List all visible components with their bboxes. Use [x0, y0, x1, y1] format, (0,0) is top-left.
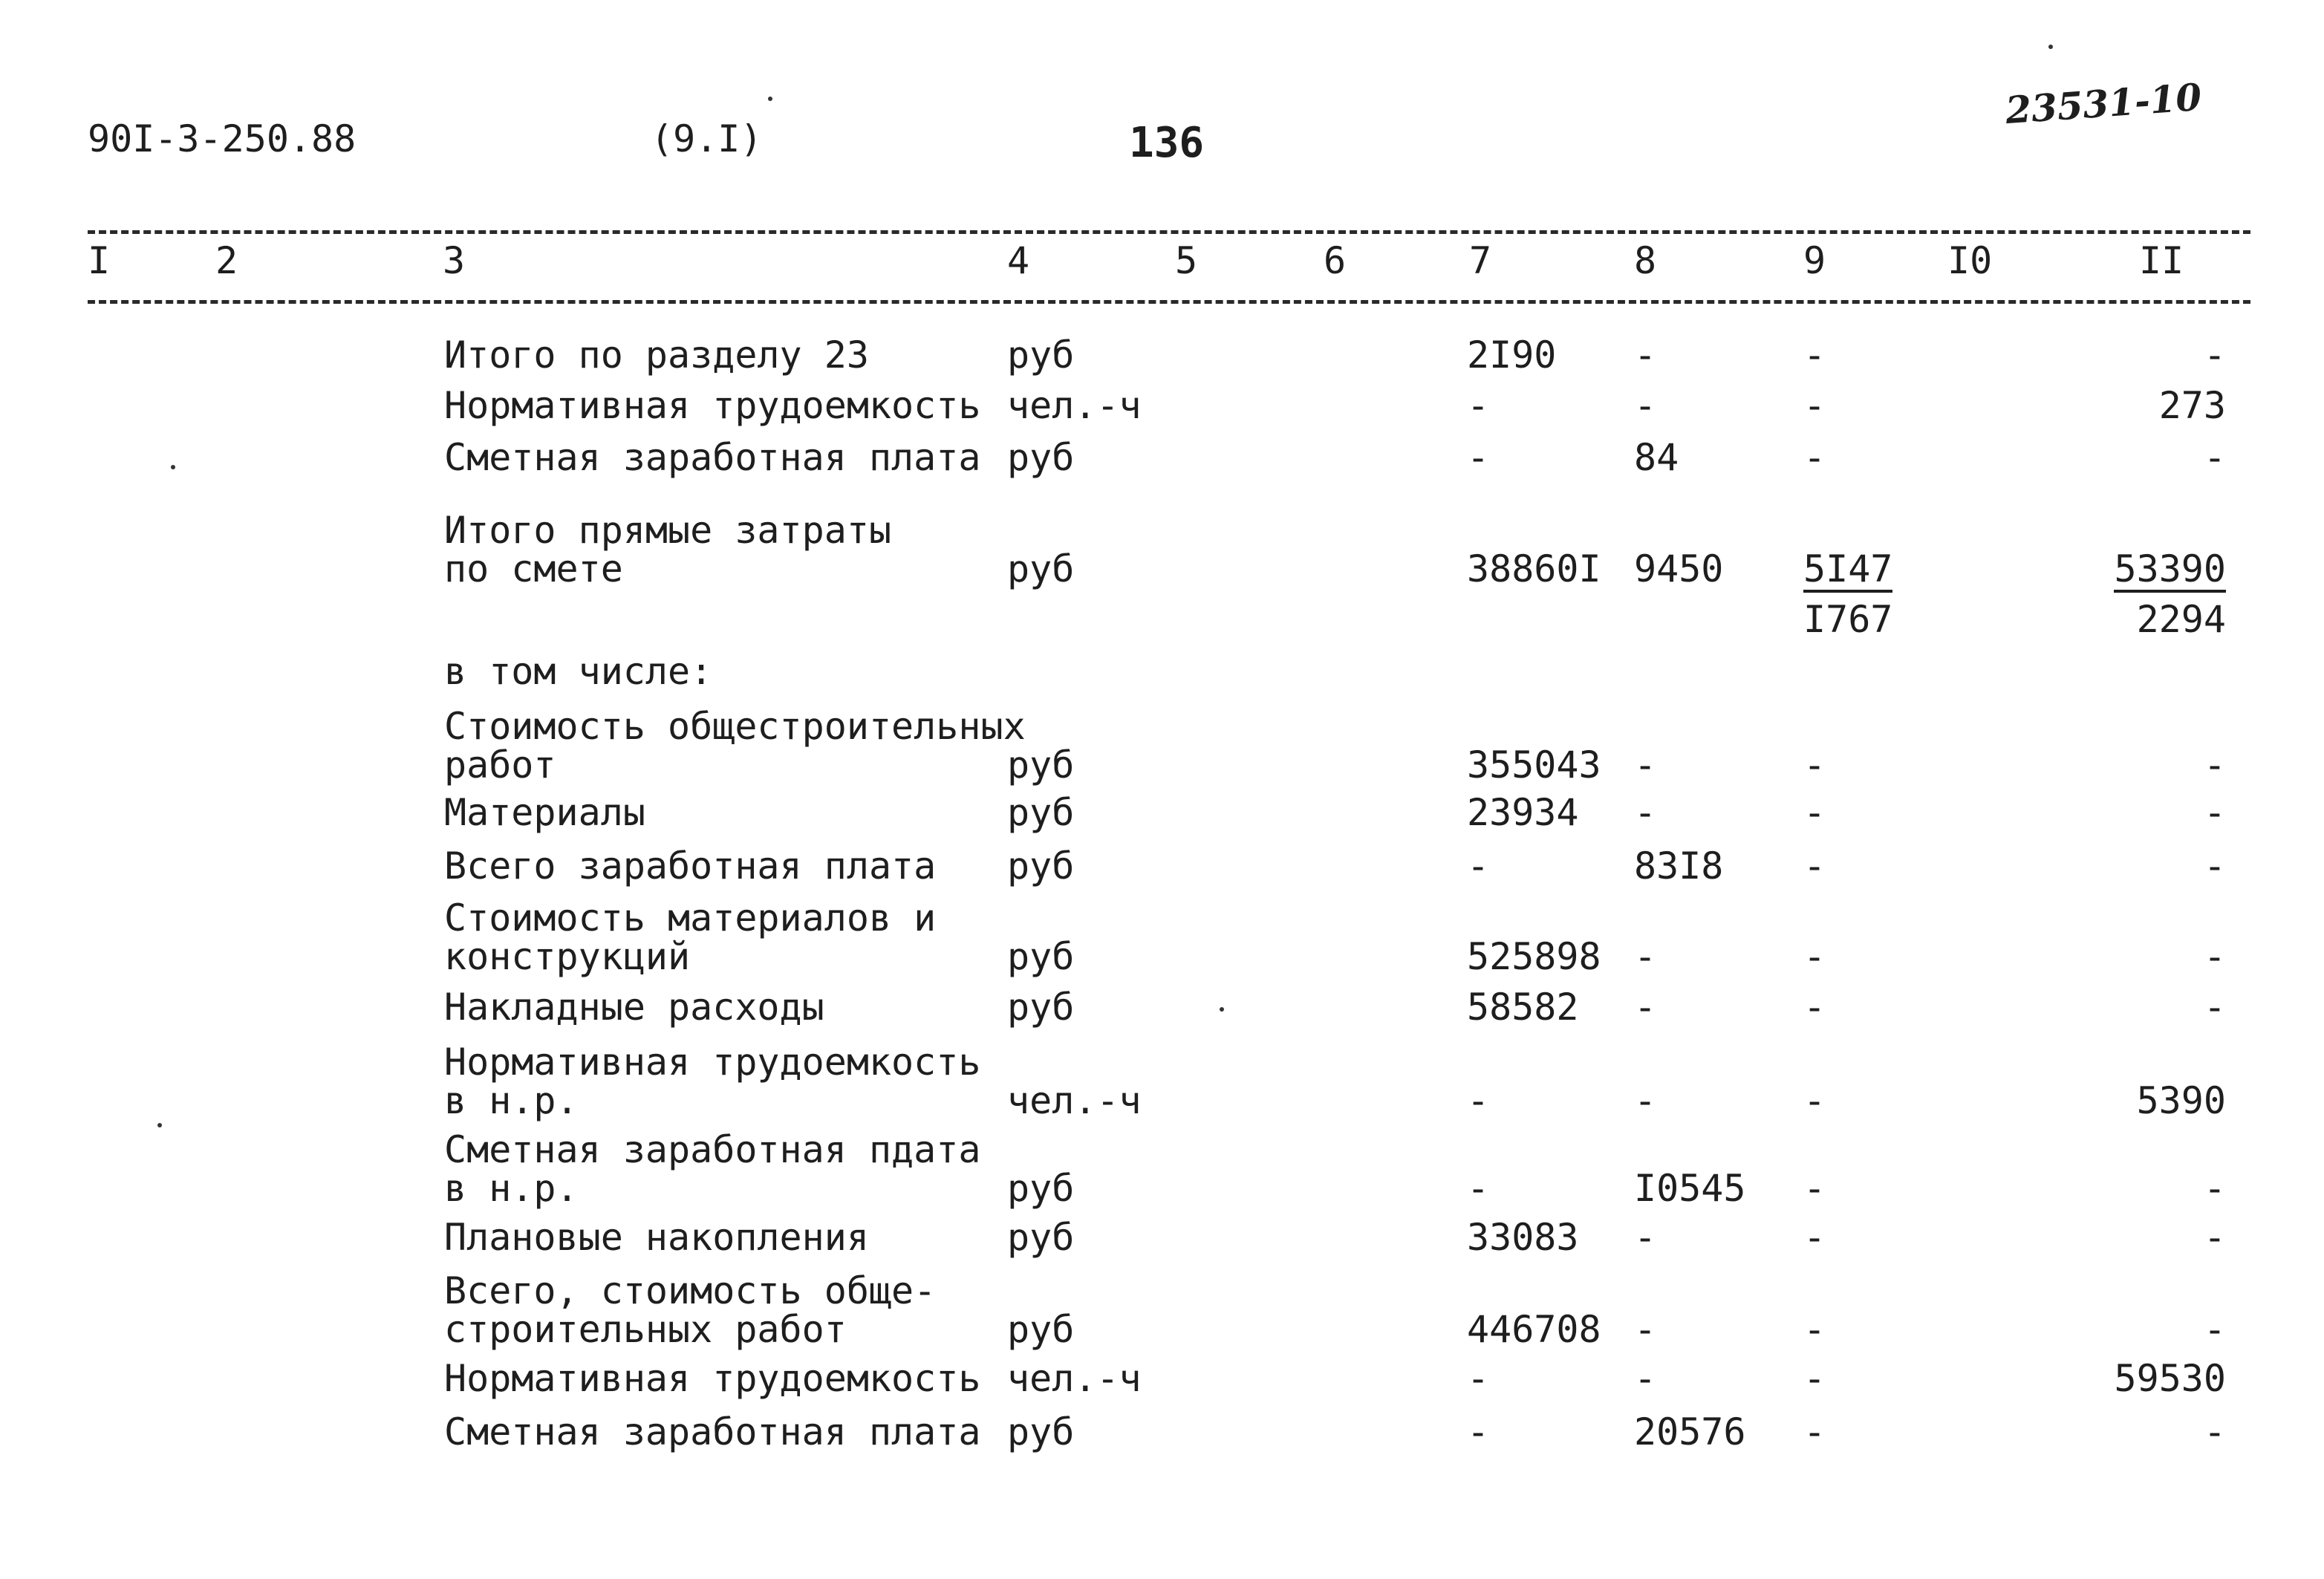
cell-col-7: 2I90	[1467, 333, 1557, 377]
cell-col-8: -	[1634, 1308, 1657, 1351]
column-header-5: 5	[1175, 239, 1198, 282]
cell-col-8: 20576	[1634, 1410, 1746, 1453]
cell-col-9: -	[1803, 1308, 1826, 1351]
cell-col-9: -	[1803, 1167, 1826, 1210]
cell-col-11: -	[2203, 935, 2226, 978]
cell-col-8: -	[1634, 743, 1657, 787]
row-label: Нормативная трудоемкость в н.р.	[444, 1041, 981, 1122]
cell-col-11-denominator: 2294	[2136, 598, 2226, 641]
cell-col-9: -	[1803, 1357, 1826, 1400]
cell-col-7: -	[1467, 1167, 1490, 1210]
handwritten-stamp-number: 23531-10	[2004, 74, 2204, 133]
cell-col-11: -	[2203, 333, 2226, 377]
row-label: Всего, стоимость обще- строительных работ	[444, 1269, 937, 1351]
row-unit: руб	[1007, 935, 1075, 978]
scan-speck	[171, 465, 175, 469]
cell-col-9: -	[1803, 935, 1826, 978]
cell-col-9: -	[1803, 791, 1826, 834]
row-unit: руб	[1007, 791, 1075, 834]
cell-col-7: 355043	[1467, 743, 1601, 787]
row-unit: руб	[1007, 986, 1075, 1029]
cell-col-7: 525898	[1467, 935, 1601, 978]
row-unit: чел.-ч	[1007, 1079, 1142, 1122]
row-unit: руб	[1007, 1167, 1075, 1210]
row-label: Всего заработная плата	[444, 844, 937, 888]
cell-col-8: -	[1634, 1079, 1657, 1122]
cell-col-11: -	[2203, 791, 2226, 834]
cell-col-9: -	[1803, 1216, 1826, 1259]
table-header-rule	[88, 300, 2250, 304]
row-unit: чел.-ч	[1007, 1357, 1142, 1400]
row-unit: руб	[1007, 1308, 1075, 1351]
column-header-4: 4	[1007, 239, 1030, 282]
cell-col-7: 38860I	[1467, 547, 1601, 590]
column-header-2: 2	[215, 239, 238, 282]
cell-col-11: 59530	[2114, 1357, 2226, 1400]
cell-col-7: 23934	[1467, 791, 1579, 834]
row-label: Накладные расходы	[444, 986, 824, 1029]
cell-col-7: -	[1467, 1357, 1490, 1400]
cell-col-11: -	[2203, 743, 2226, 787]
row-label: Итого прямые затраты по смете	[444, 509, 892, 590]
scan-speck	[2048, 45, 2053, 49]
row-label: Сметная заработная пдата в н.р.	[444, 1128, 981, 1210]
cell-col-11: -	[2203, 1410, 2226, 1453]
column-header-3: 3	[443, 239, 466, 282]
row-unit: руб	[1007, 844, 1075, 888]
cell-col-11: 273	[2158, 384, 2226, 427]
table-top-rule	[88, 230, 2250, 234]
row-unit: руб	[1007, 333, 1075, 377]
cell-col-9-denominator: I767	[1803, 598, 1893, 641]
cell-col-7: -	[1467, 436, 1490, 479]
cell-col-8: 83I8	[1634, 844, 1724, 888]
row-unit: руб	[1007, 547, 1075, 590]
scan-speck	[1220, 1007, 1224, 1012]
cell-col-8: -	[1634, 935, 1657, 978]
cell-col-8: 9450	[1634, 547, 1724, 590]
cell-col-11: 5390	[2136, 1079, 2226, 1122]
row-unit: руб	[1007, 743, 1075, 787]
page-number: 136	[1129, 119, 1205, 167]
cell-col-9: -	[1803, 743, 1826, 787]
section-number: (9.I)	[651, 117, 763, 160]
row-label: Материалы	[444, 791, 645, 834]
cell-col-8: -	[1634, 986, 1657, 1029]
row-label: Нормативная трудоемкость	[444, 384, 981, 427]
cell-col-8: -	[1634, 333, 1657, 377]
cell-col-8: -	[1634, 1357, 1657, 1400]
cell-col-7: -	[1467, 384, 1490, 427]
cell-col-7: 33083	[1467, 1216, 1579, 1259]
cell-col-7: -	[1467, 1410, 1490, 1453]
document-code: 90I-3-250.88	[88, 117, 357, 160]
cell-col-11: -	[2203, 844, 2226, 888]
cell-col-9: -	[1803, 986, 1826, 1029]
column-header-10: I0	[1947, 239, 1993, 282]
row-label: Сметная заработная плата	[444, 1410, 981, 1453]
column-header-9: 9	[1803, 239, 1826, 282]
row-label: в том числе:	[444, 650, 713, 693]
row-unit: руб	[1007, 1216, 1075, 1259]
scan-speck	[157, 1123, 162, 1127]
cell-col-11: -	[2203, 1167, 2226, 1210]
column-header-11: II	[2139, 239, 2184, 282]
row-label: Стоимость материалов и конструкций	[444, 896, 937, 978]
cell-col-8: 84	[1634, 436, 1679, 479]
cell-col-11: 53390	[2114, 550, 2226, 593]
cell-col-11: -	[2203, 436, 2226, 479]
cell-col-9: -	[1803, 436, 1826, 479]
column-header-8: 8	[1634, 239, 1657, 282]
row-label: Сметная заработная плата	[444, 436, 981, 479]
cell-col-9: -	[1803, 1079, 1826, 1122]
cell-col-7: 446708	[1467, 1308, 1601, 1351]
column-header-7: 7	[1469, 239, 1492, 282]
cell-col-7: 58582	[1467, 986, 1579, 1029]
cell-col-9: -	[1803, 844, 1826, 888]
column-header-6: 6	[1324, 239, 1347, 282]
column-header-1: I	[88, 239, 111, 282]
cell-col-8: I0545	[1634, 1167, 1746, 1210]
row-label: Плановые накопления	[444, 1216, 869, 1259]
cell-col-11: -	[2203, 986, 2226, 1029]
cell-col-11: -	[2203, 1308, 2226, 1351]
row-unit: чел.-ч	[1007, 384, 1142, 427]
scan-speck	[768, 97, 772, 101]
cell-col-7: -	[1467, 844, 1490, 888]
cell-col-8: -	[1634, 384, 1657, 427]
cell-col-11: -	[2203, 1216, 2226, 1259]
row-label: Итого по разделу 23	[444, 333, 869, 377]
row-label: Стоимость общестроительных работ	[444, 705, 1026, 787]
row-label: Нормативная трудоемкость	[444, 1357, 981, 1400]
cell-col-8: -	[1634, 1216, 1657, 1259]
cell-col-9: 5I47	[1803, 550, 1892, 593]
cell-col-9: -	[1803, 333, 1826, 377]
cell-col-8: -	[1634, 791, 1657, 834]
row-unit: руб	[1007, 1410, 1075, 1453]
cell-col-9: -	[1803, 384, 1826, 427]
row-unit: руб	[1007, 436, 1075, 479]
cell-col-9: -	[1803, 1410, 1826, 1453]
cell-col-7: -	[1467, 1079, 1490, 1122]
